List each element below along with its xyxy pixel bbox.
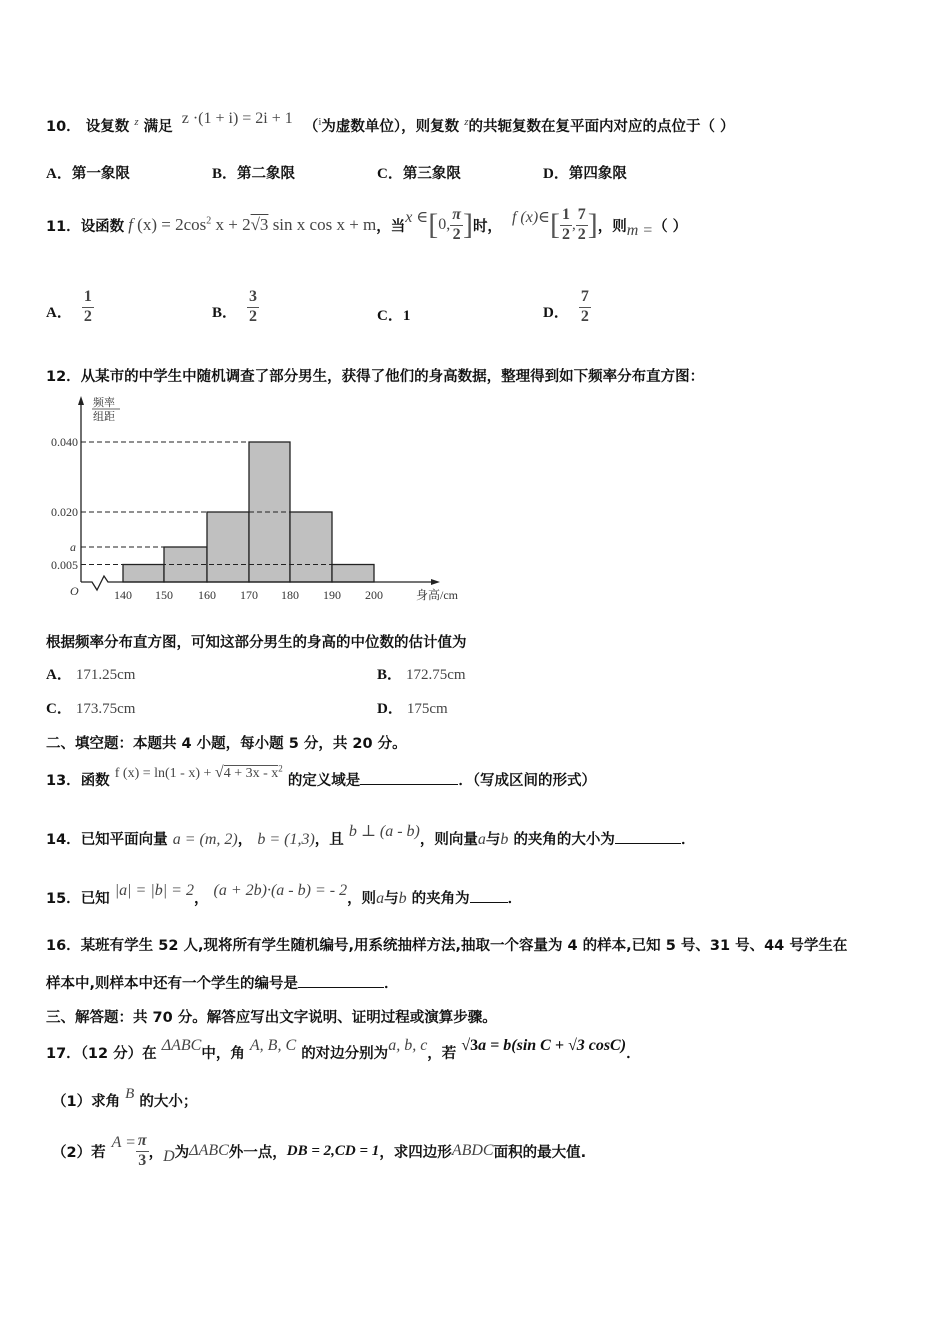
answer-blank[interactable] (470, 888, 508, 903)
q12-option-b[interactable]: B． 172.75cm (377, 667, 466, 683)
question-number: 16． (46, 938, 81, 954)
question-number: 17． (46, 1046, 81, 1062)
question-16: 16．某班有学生 52 人,现将所有学生随机编号,用系统抽样方法,抽取一个容量为 4 的样本,已知 5 号、31 号、44 号学生在 (46, 938, 848, 954)
question-11: 11． 设函数 f $(x) = 2\cos^2$ x + 2√3 sin x cos x + m ，当 x ∈ [ 0, $\frac{\pi}{2}$ ] 时， f (x)∈ [ $\frac{1}{2}$ , $\frac{7}{2}$ ] ，则 m = （ ） (46, 205, 688, 243)
svg-text:0.005: 0.005 (51, 558, 78, 572)
q11-option-c[interactable]: C．1 (377, 308, 411, 324)
histogram-bars (123, 442, 374, 582)
svg-text:150: 150 (155, 588, 173, 602)
svg-text:0.020: 0.020 (51, 505, 78, 519)
q12-option-c[interactable]: C． 173.75cm (46, 701, 136, 717)
svg-text:0.040: 0.040 (51, 435, 78, 449)
question-number: 10． (46, 119, 81, 135)
x-tick-labels (114, 588, 383, 602)
answer-blank[interactable] (360, 770, 458, 785)
svg-text:200: 200 (365, 588, 383, 602)
svg-text:160: 160 (198, 588, 216, 602)
q10-option-b[interactable]: B．第二象限 (212, 166, 296, 182)
q11-option-d[interactable]: D． $\frac{7}{2}$ (543, 288, 589, 326)
function-expression: f $(x) = 2\cos^2$ x + 2√3 sin x cos x + m (128, 215, 377, 234)
svg-text:140: 140 (114, 588, 132, 602)
svg-text:a: a (70, 540, 76, 554)
q11-option-b[interactable]: B． $\frac{3}{2}$ (212, 288, 258, 326)
question-17: 17．（12 分）在 ΔABC中，角 A, B, C 的对边分别为a, b, c，若 √3a = b(sin C + √3 cosC)． (46, 1037, 641, 1062)
x-axis-label: 身高/cm (416, 588, 458, 602)
function-expression: f $(x) = \ln(1 - x) + √4 + 3x - x^2$ (114, 763, 283, 781)
q12-question: 根据频率分布直方图，可知这部分男生的身高的中位数的估计值为 (46, 635, 467, 651)
condition-equation: √3a = b(sin C + √3 cosC) (461, 1037, 627, 1054)
question-16-line2: 样本中,则样本中还有一个学生的编号是 ． (46, 972, 399, 993)
equation: z ·(1 + i) = 2i + 1 (181, 110, 293, 127)
q10-option-c[interactable]: C．第三象限 (377, 166, 461, 182)
y-axis-label-numerator: 频率 (93, 397, 115, 409)
bar-180-190 (290, 512, 332, 582)
question-17-part-1: （1）求角 B 的大小； (52, 1086, 198, 1110)
question-12: 12．从某市的中学生中随机调查了部分男生，获得了他们的身高数据，整理得到如下频率分布直方图： (46, 369, 705, 385)
y-axis-arrow-icon (78, 396, 84, 405)
answer-blank[interactable] (298, 973, 384, 988)
q10-option-d[interactable]: D．第四象限 (543, 166, 627, 182)
origin-label: O (70, 584, 79, 598)
x-axis-arrow-icon (431, 579, 440, 585)
question-17-part-2: （2）若 A = $\frac{\pi}{3}$ ， D 为 ΔABC 外一点， DB = 2,CD = 1 ，求四边形 ABDC 面积的最大值. (52, 1131, 587, 1169)
question-13: 13．函数 f $(x) = \ln(1 - x) + √4 + 3x - x^2$ 的定义域是 ．（写成区间的形式） (46, 763, 597, 789)
q12-option-d[interactable]: D． 175cm (377, 701, 448, 717)
y-axis-label-denominator: 组距 (93, 411, 115, 423)
svg-text:180: 180 (281, 588, 299, 602)
question-number: 14． (46, 832, 81, 848)
y-tick-labels (51, 435, 78, 572)
question-number: 11． (46, 218, 81, 235)
bar-140-150 (123, 565, 164, 583)
answer-blank[interactable] (615, 829, 681, 844)
bar-190-200 (332, 565, 374, 583)
q12-option-a[interactable]: A． 171.25cm (46, 667, 136, 683)
q10-option-a[interactable]: A．第一象限 (46, 166, 130, 182)
question-number: 13． (46, 773, 81, 789)
frequency-histogram (0, 0, 950, 620)
question-10: 10． 设复数 $^z$ 满足 z ·(1 + i) = 2i + 1 （$^i$为虚数单位），则复数 $^z$的共轭复数在复平面内对应的点位于（ ） (46, 110, 735, 135)
svg-text:170: 170 (240, 588, 258, 602)
question-14: 14．已知平面向量 a = (m, 2)， b = (1,3)，且 b ⊥ (a - b)，则向量a与b 的夹角的大小为 ． (46, 823, 696, 848)
section-2-heading: 二、填空题：本题共 4 小题，每小题 5 分，共 20 分。 (46, 736, 407, 752)
q11-option-a[interactable]: A． $\frac{1}{2}$ (46, 288, 92, 326)
svg-text:190: 190 (323, 588, 341, 602)
question-number: 15． (46, 891, 81, 907)
question-15: 15．已知 |a| = |b| = 2， (a + 2b)·(a - b) = - 2，则a与b 的夹角为 ． (46, 882, 523, 907)
section-3-heading: 三、解答题：共 70 分。解答应写出文字说明、证明过程或演算步骤。 (46, 1010, 497, 1026)
bar-160-170 (207, 512, 249, 582)
question-number: 12． (46, 369, 81, 385)
